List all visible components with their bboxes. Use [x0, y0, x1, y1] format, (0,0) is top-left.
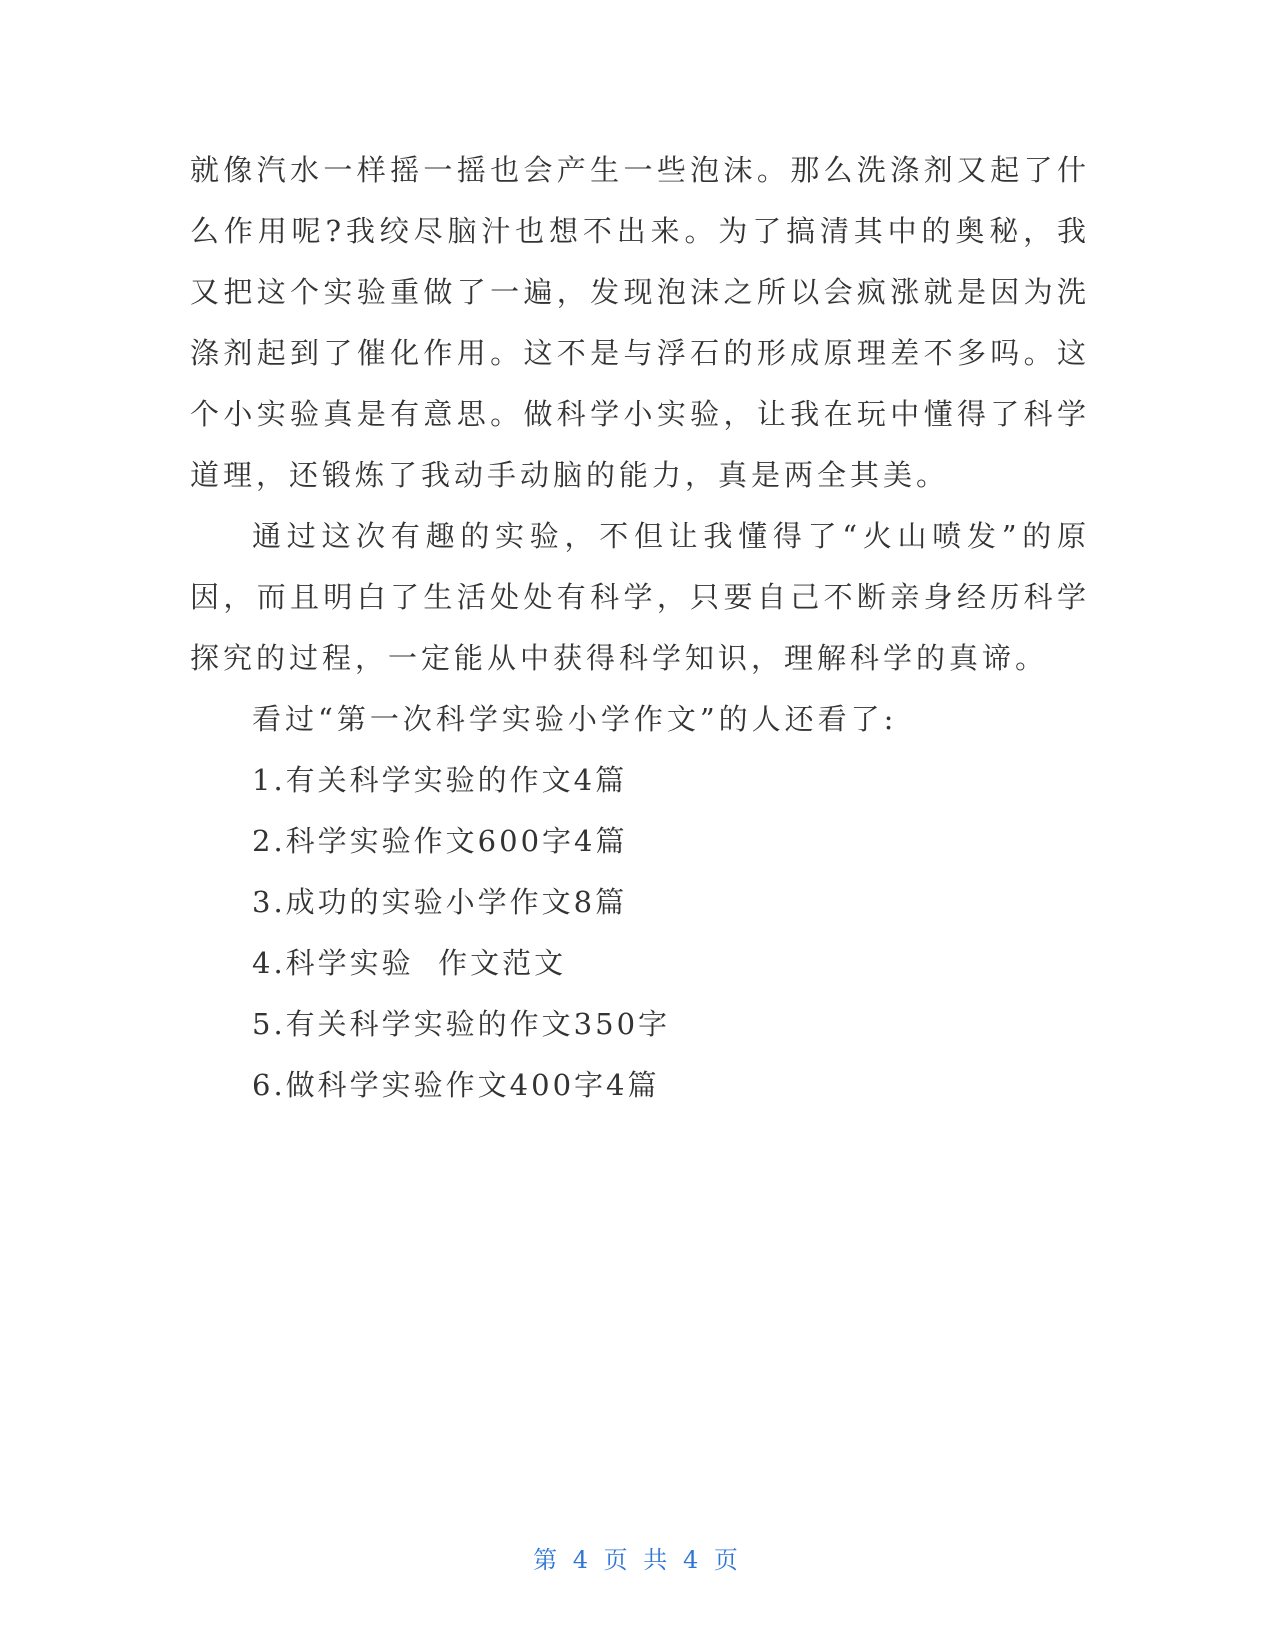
related-article-item[interactable]: 1.有关科学实验的作文4篇	[252, 763, 628, 797]
related-article-item[interactable]: 5.有关科学实验的作文350字	[252, 1007, 671, 1041]
related-article-item[interactable]: 3.成功的实验小学作文8篇	[252, 885, 628, 919]
related-articles-heading: 看过“第一次科学实验小学作文”的人还看了:	[252, 702, 898, 736]
related-article-item[interactable]: 4.科学实验 作文范文	[252, 946, 567, 980]
related-article-item[interactable]: 2.科学实验作文600字4篇	[252, 824, 628, 858]
page-number-footer: 第 4 页 共 4 页	[533, 1546, 742, 1574]
paragraph-summary: 通过这次有趣的实验，不但让我懂得了“火山喷发”的原因，而且明白了生活处处有科学，只要自己不断亲身经历科学探究的过程，一定能从中获得科学知识，理解科学的真谛。	[190, 519, 1090, 675]
paragraph-experiment-conclusion: 就像汽水一样摇一摇也会产生一些泡沫。那么洗涤剂又起了什么作用呢?我绞尽脑汁也想不出来。为了搞清其中的奥秘，我又把这个实验重做了一遍，发现泡沫之所以会疯涨就是因为洗涤剂起到了催化作用。这不是与浮石的形成原理差不多吗。这个小实验真是有意思。做科学小实验，让我在玩中懂得了科学道理，还锻炼了我动手动脑的能力，真是两全其美。	[190, 153, 1090, 492]
related-article-item[interactable]: 6.做科学实验作文400字4篇	[252, 1068, 660, 1102]
document-body	[190, 140, 1090, 1116]
related-articles-list	[190, 750, 1090, 1116]
